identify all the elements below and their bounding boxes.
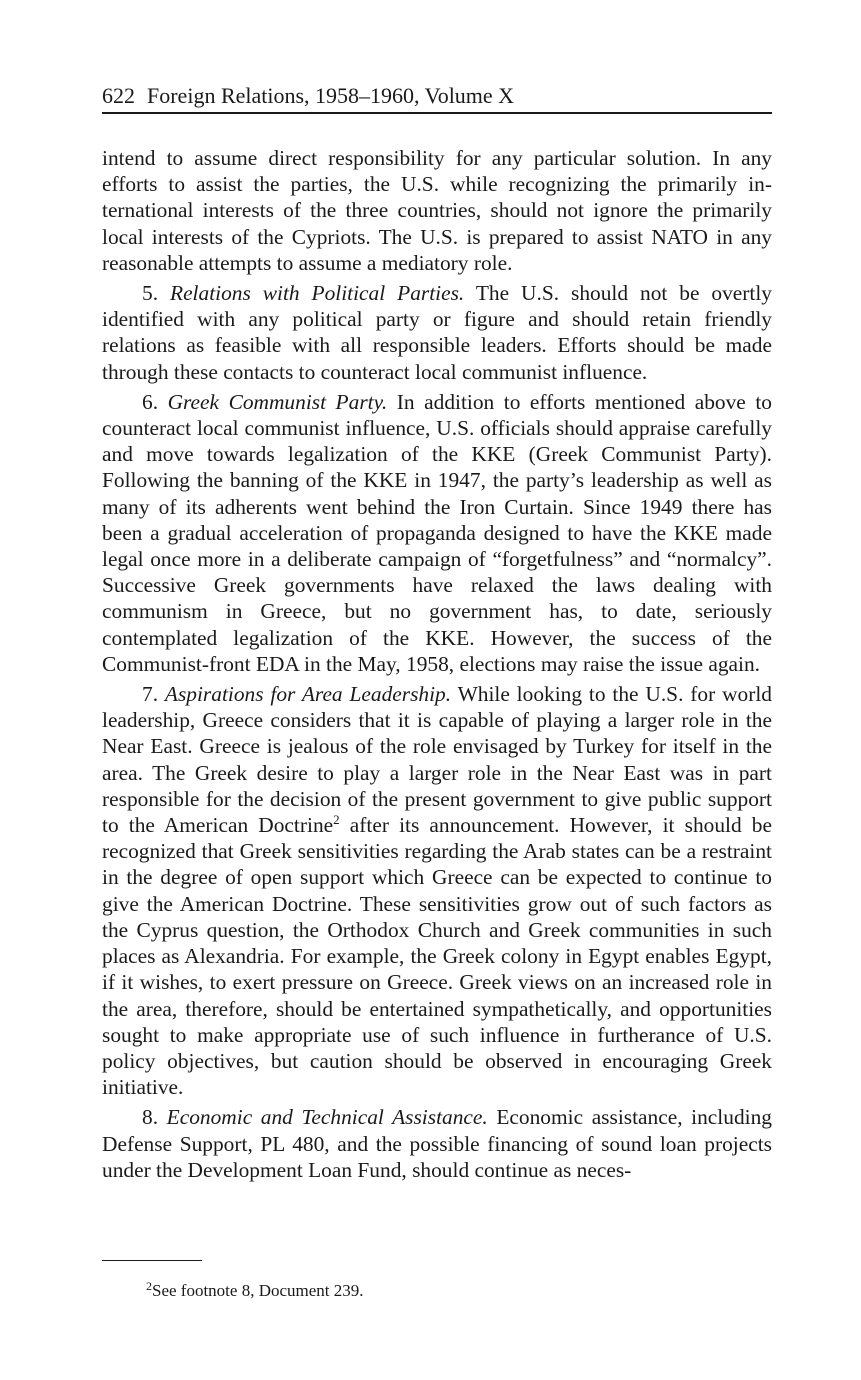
page-number: 622: [102, 83, 135, 108]
paragraph-5: [102, 280, 772, 385]
section-text-after-note: after its announcement. However, it should be recognized that Greek sensitivities regarding the Arab states can be a restraint in the degree of open support which Greece can be expected to continue to give the American Doctrine. These sensitivities grow out of such factors as the Cyprus question, the Orthodox Church and Greek communities in such places as Alexandria. For example, the Greek colony in Egypt enables Egypt, if it wishes, to exert pressure on Greece. Greek views on an increased role in the area, therefore, should be entertained sympathetically, and opportunities sought to make appropriate use of such influence in furtherance of U.S. policy objectives, but caution should be observed in encouraging Greek initiative.: [102, 813, 772, 1100]
section-text-before-note: While looking to the U.S. for world leadership, Greece considers that it is capable of playing a larger role in the Near East. Greece is jealous of the role envisaged by Turkey for itself in the area. The Greek desire to play a larger role in the Near East was in part responsible for the decision of the present government to give public support to the American Doctrine: [102, 682, 772, 838]
paragraph-6: [102, 389, 772, 677]
footnote-divider: [102, 1260, 202, 1261]
footnote-text: See footnote 8, Document 239.: [152, 1281, 364, 1300]
running-head: [102, 80, 772, 114]
paragraph-7: [102, 681, 772, 1100]
section-number: 8.: [142, 1105, 159, 1130]
running-title: Foreign Relations, 1958–1960, Volume X: [147, 83, 515, 108]
section-number: 6.: [142, 389, 159, 414]
footnote: [146, 1280, 364, 1302]
section-heading: Economic and Technical Assistance.: [166, 1105, 488, 1130]
section-text: The U.S. should not be overtly identified with any political party or figure and should retain friendly relations as feasible with all responsible leaders. Efforts should be made through these contacts to counteract local communist influence.: [102, 281, 772, 384]
body-text: [102, 145, 772, 1183]
footnote-marker: 2: [146, 1279, 152, 1293]
section-heading: Relations with Political Parties.: [170, 281, 465, 306]
section-heading: Greek Communist Party.: [167, 389, 388, 414]
section-text: Economic assistance, including Defense Support, PL 480, and the possible financing of sound loan projects under the Development Loan Fund, should continue as neces-: [102, 1105, 772, 1182]
section-heading: Aspirations for Area Leadership.: [164, 682, 452, 707]
footnote-reference[interactable]: 2: [333, 812, 340, 828]
paragraph-8: [102, 1104, 772, 1183]
section-number: 5.: [142, 281, 159, 306]
document-page: [102, 0, 772, 1380]
section-number: 7.: [142, 682, 159, 707]
section-text: In addition to efforts mentioned above to counteract local communist influence, U.S. officials should appraise carefully and move towards legalization of the KKE (Greek Communist Party). Following the banning of the KKE in 1947, the party’s leadership as well as many of its adherents went behind the Iron Curtain. Since 1949 there has been a gradual acceleration of propaganda designed to have the KKE made legal once more in a deliberate campaign of “forgetfulness” and “normalcy”. Successive Greek governments have relaxed the laws dealing with communism in Greece, but no government has, to date, seriously contemplated legalization of the KKE. However, the success of the Communist-front EDA in the May, 1958, elections may raise the issue again.: [102, 389, 772, 676]
continuation-paragraph: intend to assume direct responsibility for any particular solution. In any efforts to assist the parties, the U.S. while recognizing the primarily international interests of the three countries, should not ignore the primarily local interests of the Cypriots. The U.S. is prepared to assist NATO in any reasonable attempts to assume a mediatory role.: [102, 146, 772, 275]
